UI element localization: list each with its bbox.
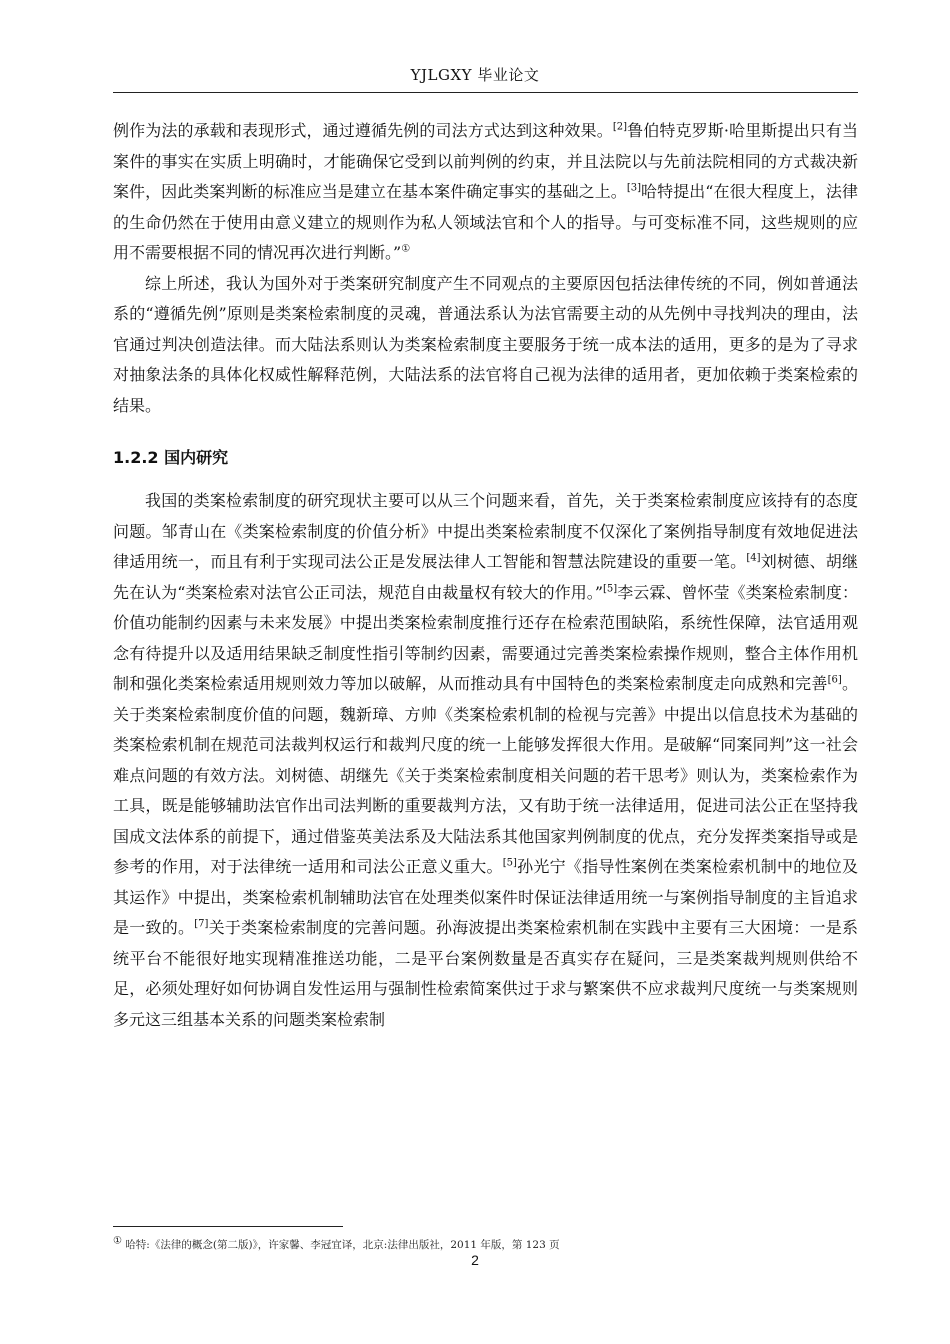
p3-text-2: 刘树德、胡继先在认为“类案检索对法官公正司法，规范自由裁量权有较大的作用。” xyxy=(113,552,858,602)
p3-text-5: 孙光宁《指导性案例在类案检索机制中的地位及其运作》中提出，类案检索机制辅助法官在处理类似案件时保证法律适用统一与案例指导制度的主旨追求是一致的。 xyxy=(113,857,858,937)
citation-ref: [5] xyxy=(502,857,517,869)
citation-ref: [5] xyxy=(603,583,618,595)
citation-ref: [2] xyxy=(612,121,628,133)
p3-text-1: 我国的类案检索制度的研究现状主要可以从三个问题来看，首先，关于类案检索制度应该持有的态度问题。邹青山在《类案检索制度的价值分析》中提出类案检索制度不仅深化了案例指导制度有效地促进法律适用统一，而且有利于实现司法公正是发展法律人工智能和智慧法院建设的重要一笔。 xyxy=(113,491,858,571)
paragraph-2: 综上所述，我认为国外对于类案研究制度产生不同观点的主要原因包括法律传统的不同，例如普通法系的“遵循先例”原则是类案检索制度的灵魂，普通法系认为法官需要主动的从先例中寻找判决的理由，法官通过判决创造法律。而大陆法系则认为类案检索制度主要服务于统一成本法的适用，更多的是为了寻求对抽象法条的具体化权威性解释范例，大陆法系的法官将自己视为法律的适用者，更加依赖于类案检索的结果。 xyxy=(113,273,858,415)
citation-ref: [3] xyxy=(626,182,641,194)
paragraph-1 xyxy=(113,116,858,269)
footnote-rule xyxy=(113,1226,343,1227)
p3-text-3: 李云霖、曾怀莹《类案检索制度：价值功能制约因素与未来发展》中提出类案检索制度推行还存在检索范围缺陷，系统性保障，法官适用观念有待提升以及适用结果缺乏制度性指引等制约因素，需要通过完善类案检索操作规则，整合主体作用机制和强化类案检索适用规则效力等加以破解，从而推动具有中国特色的类案检索制度走向成熟和完善 xyxy=(113,582,858,693)
page-body xyxy=(113,116,858,1035)
section-heading: 1.2.2 国内研究 xyxy=(113,448,229,467)
footnote xyxy=(113,1235,858,1252)
p1-text-2: 鲁伯特克罗斯·哈里斯提出只有当案件的事实在实质上明确时，才能确保它受到以前判例的约束，并且法院以与先前法院相同的方式裁决新案件，因此类案判断的标准应当是建立在基本案件确定事实的基础之上。 xyxy=(113,121,858,201)
p3-text-4: 。关于类案检索制度价值的问题，魏新璋、方帅《类案检索机制的检视与完善》中提出以信息技术为基础的类案检索机制在规范司法裁判权运行和裁判尺度的统一上能够发挥很大作用。是破解“同案同判”这一社会难点问题的有效方法。刘树德、胡继先《关于类案检索制度相关问题的若干思考》则认为，类案检索作为工具，既是能够辅助法官作出司法判断的重要裁判方法，又有助于统一法律适用，促进司法公正在坚持我国成文法体系的前提下，通过借鉴英美法系及大陆法系其他国家判例制度的优点，充分发挥类案指导或是参考的作用，对于法律统一适用和司法公正意义重大。 xyxy=(113,674,858,876)
header-rule xyxy=(113,92,858,93)
page-header: YJLGXY 毕业论文 xyxy=(410,66,540,84)
citation-ref: [6] xyxy=(827,674,842,686)
footnote-mark: ① xyxy=(113,1235,122,1247)
citation-ref: [7] xyxy=(194,918,209,930)
paragraph-3 xyxy=(113,486,858,1035)
citation-ref: [4] xyxy=(746,552,761,564)
page-number: 2 xyxy=(471,1252,479,1268)
footnote-ref: ① xyxy=(401,243,411,255)
p3-text-6: 关于类案检索制度的完善问题。孙海波提出类案检索机制在实践中主要有三大困境：一是系统平台不能很好地实现精准推送功能，二是平台案例数量是否真实存在疑问，三是类案裁判规则供给不足，必须处理好如何协调自发性运用与强制性检索简案供过于求与繁案供不应求裁判尺度统一与类案规则多元这三组基本关系的问题类案检索制 xyxy=(113,918,858,1029)
p1-text-3: 哈特提出“在很大程度上，法律的生命仍然在于使用由意义建立的规则作为私人领域法官和个人的指导。与可变标准不同，这些规则的应用不需要根据不同的情况再次进行判断。” xyxy=(113,182,858,262)
p1-text-1: 例作为法的承载和表现形式，通过遵循先例的司法方式达到这种效果。 xyxy=(113,121,613,140)
footnote-text: 哈特:《法律的概念(第二版)》，许家馨、李冠宜译，北京:法律出版社，2011 年版，第 123 页 xyxy=(125,1239,560,1251)
